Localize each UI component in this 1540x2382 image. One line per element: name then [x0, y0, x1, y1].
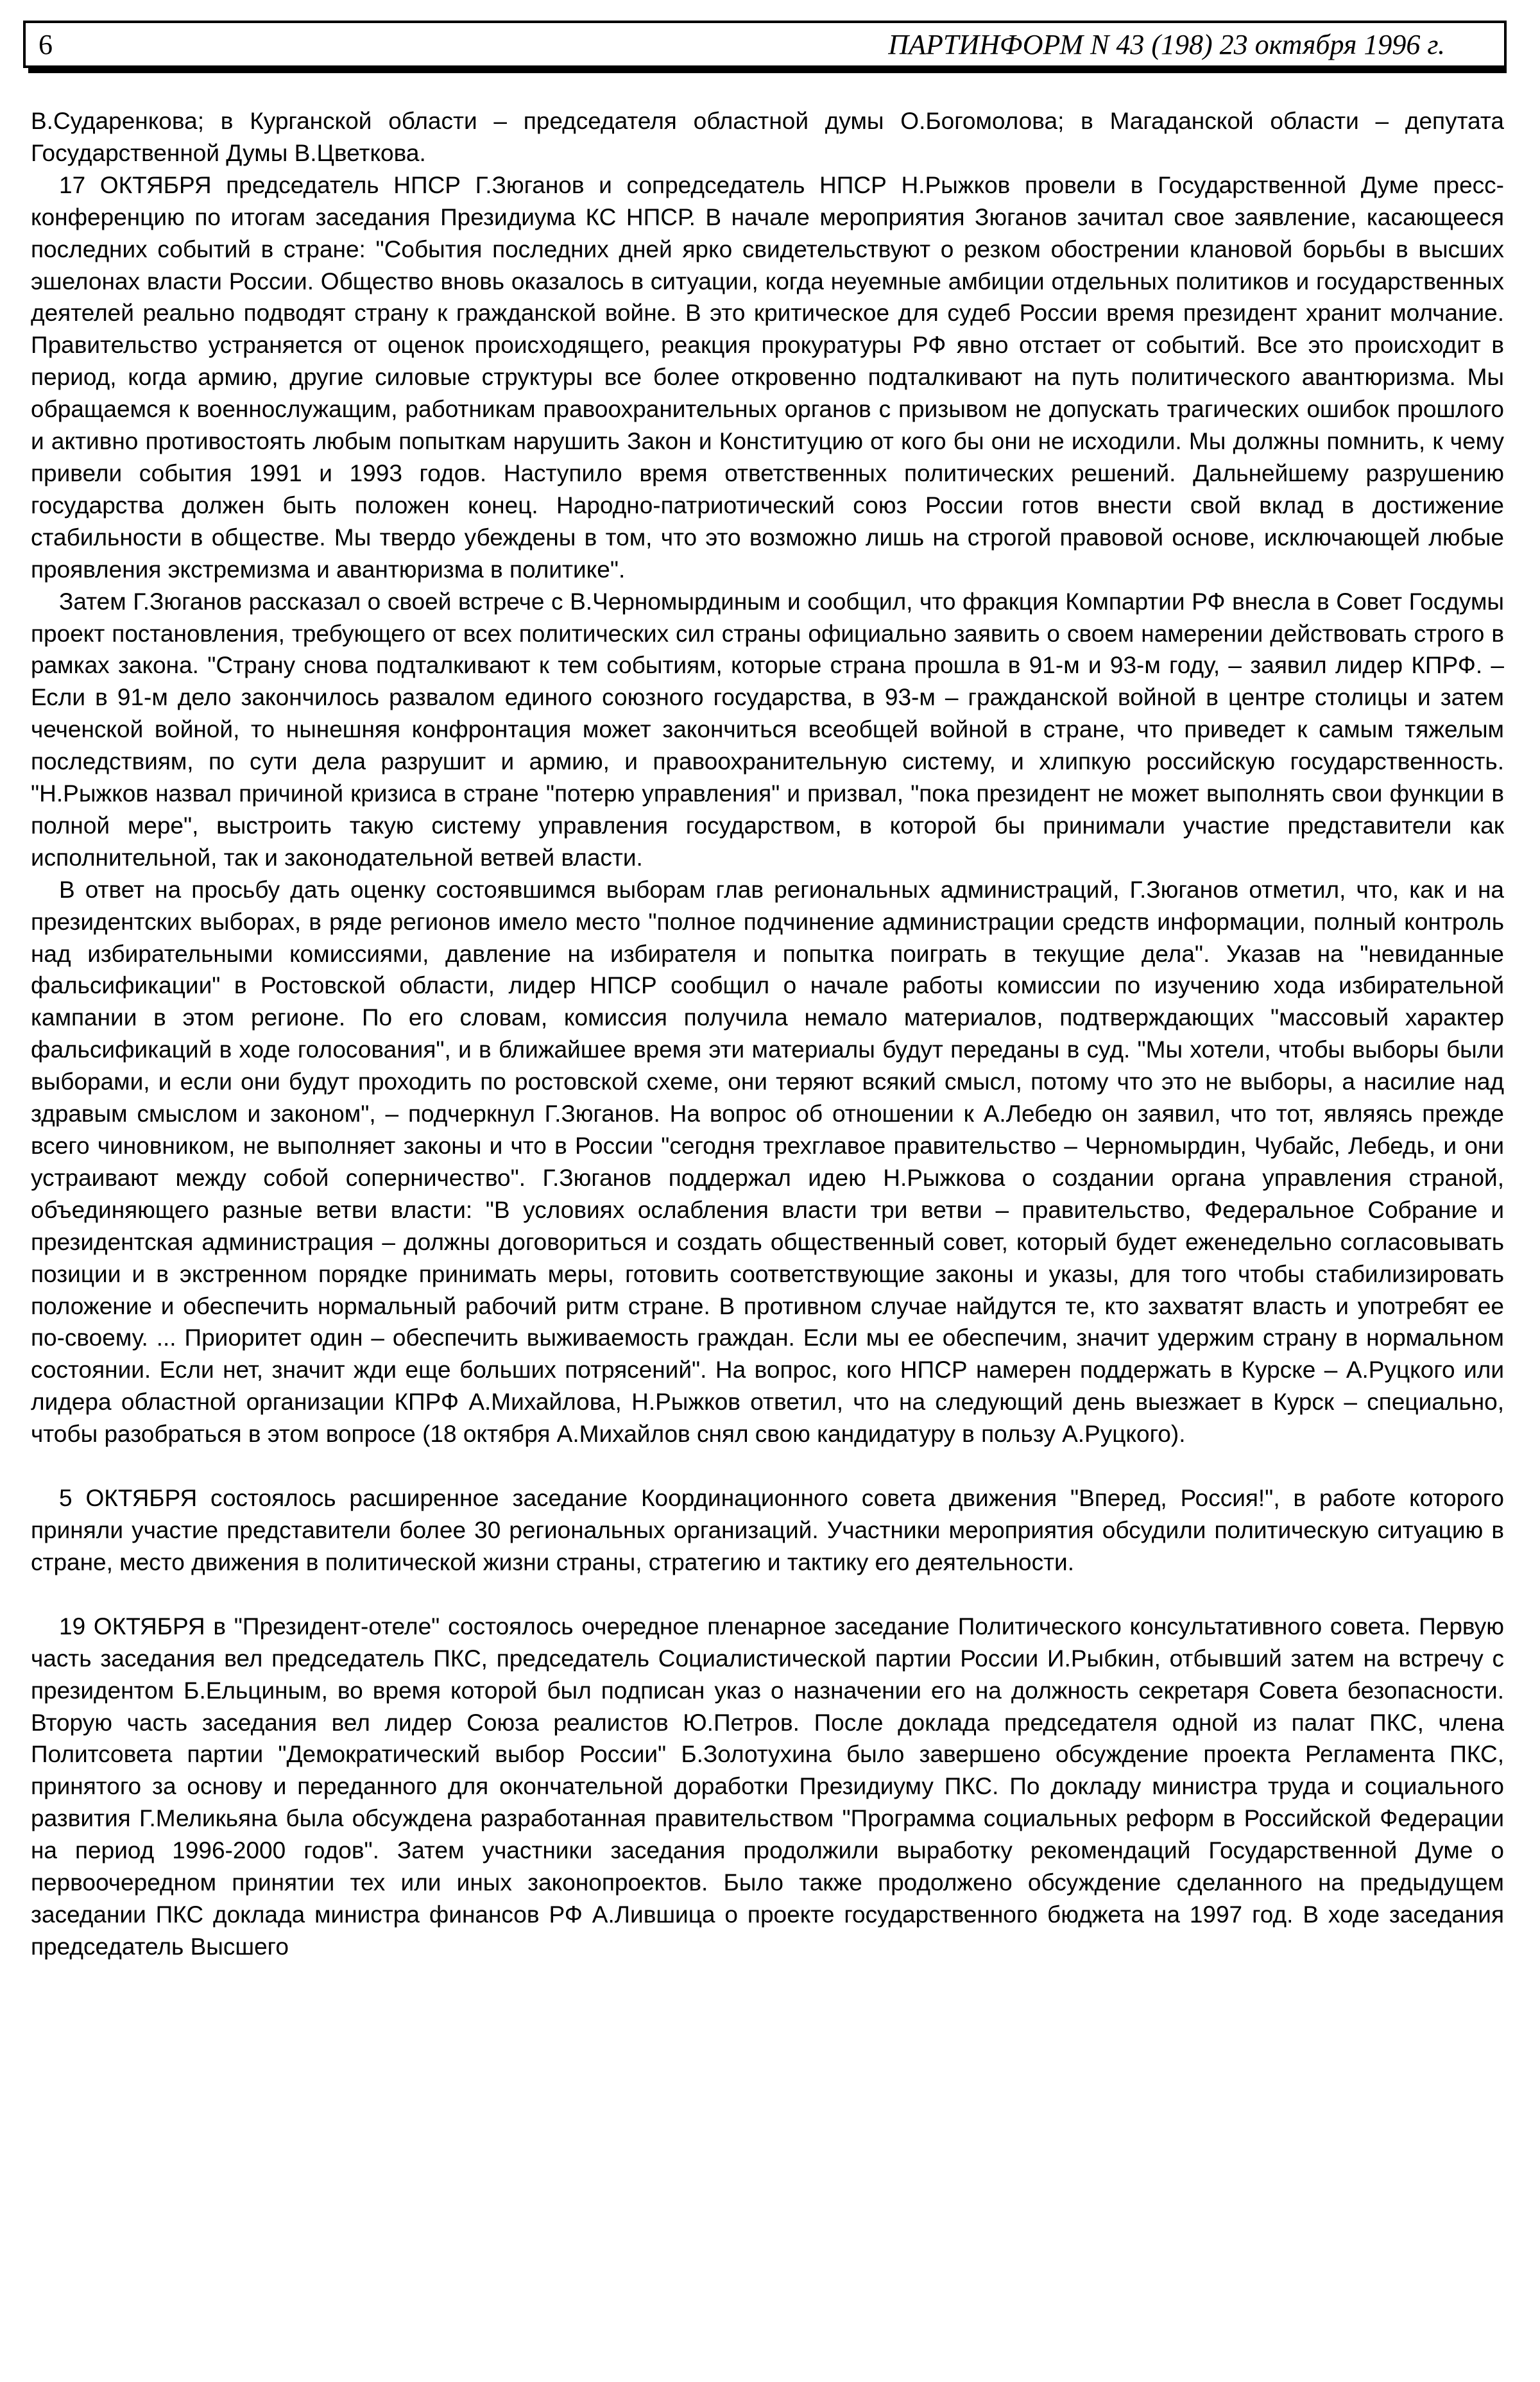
- article-body: [23, 105, 1507, 1963]
- document-page: [23, 21, 1507, 2356]
- paragraph: Затем Г.Зюганов рассказал о своей встрече с В.Черномырдиным и сообщил, что фракция Компартии РФ внесла в Совет Госдумы проект постановления, требующего от всех политических сил страны официально заявить о своем намерении действовать строго в рамках закона. "Страну снова подталкивают к тем событиям, которые страна прошла в 91-м и 93-м году, – заявил лидер КПРФ. – Если в 91-м дело закончилось развалом единого союзного государства, в 93-м – гражданской войной в центре столицы и затем чеченской войной, то нынешняя конфронтация может закончиться всеобщей войной в стране, что приведет к самым тяжелым последствиям, по сути дела разрушит и армию, и правоохранительную систему, и хлипкую российскую государственность. "Н.Рыжков назвал причиной кризиса в стране "потерю управления" и призвал, "пока президент не может выполнять свои функции в полной мере", выстроить такую систему управления государством, в которой бы принимали участие представители как исполнительной, так и законодательной ветвей власти.: [31, 588, 1504, 871]
- paragraph: 17 ОКТЯБРЯ председатель НПСР Г.Зюганов и сопредседатель НПСР Н.Рыжков провели в Государственной Думе пресс-конференцию по итогам заседания Президиума КС НПСР. В начале мероприятия Зюганов зачитал свое заявление, касающееся последних событий в стране: "События последних дней ярко свидетельствуют о резком обострении клановой борьбы в высших эшелонах власти России. Общество вновь оказалось в ситуации, когда неуемные амбиции отдельных политиков и государственных деятелей реально подводят страну к гражданской войне. В это критическое для судеб России время президент хранит молчание. Правительство устраняется от оценок происходящего, реакция прокуратуры РФ явно отстает от событий. Все это происходит в период, когда армию, другие силовые структуры все более откровенно подталкивают на путь политического авантюризма. Мы обращаемся к военнослужащим, работникам правоохранительных органов с призывом не допускать трагических ошибок прошлого и активно противостоять любым попыткам нарушить Закон и Конституцию от кого бы они не исходили. Мы должны помнить, к чему привели события 1991 и 1993 годов. Наступило время ответственных политических решений. Дальнейшему разрушению государства должен быть положен конец. Народно-патриотический союз России готов внести свой вклад в достижение стабильности в обществе. Мы твердо убеждены в том, что это возможно лишь на строгой правовой основе, исключающей любые проявления экстремизма и авантюризма в политике".: [31, 171, 1504, 583]
- page-header: [23, 21, 1507, 68]
- paragraph: В.Сударенкова; в Курганской области – председателя областной думы О.Богомолова; в Магаданской области – депутата Государственной Думы В.Цветкова.: [31, 108, 1504, 166]
- paragraph: 19 ОКТЯБРЯ в "Президент-отеле" состоялось очередное пленарное заседание Политического консультативного совета. Первую часть заседания вел председатель ПКС, председатель Социалистической партии России И.Рыбкин, отбывший затем на встречу с президентом Б.Ельциным, во время которой был подписан указ о назначении его на должность секретаря Совета безопасности. Вторую часть заседания вел лидер Союза реалистов Ю.Петров. После доклада председателя одной из палат ПКС, члена Политсовета партии "Демократический выбор России" Б.Золотухина было завершено обсуждение проекта Регламента ПКС, принятого за основу и переданного для окончательной доработки Президиуму ПКС. По докладу министра труда и социального развития Г.Меликьяна была обсуждена разработанная правительством "Программа социальных реформ в Российской Федерации на период 1996-2000 годов". Затем участники заседания продолжили выработку рекомендаций Государственной Думе о первоочередном принятии тех или иных законопроектов. Было также продолжено обсуждение сделанного на предыдущем заседании ПКС доклада министра финансов РФ А.Лившица о проекте государственного бюджета на 1997 год. В ходе заседания председатель Высшего: [31, 1613, 1504, 1960]
- paragraph: В ответ на просьбу дать оценку состоявшимся выборам глав региональных администраций, Г.Зюганов отметил, что, как и на президентских выборах, в ряде регионов имело место "полное подчинение администрации средств информации, полный контроль над избирательными комиссиями, давление на избирателя и попытка поиграть в текущие дела". Указав на "невиданные фальсификации" в Ростовской области, лидер НПСР сообщил о начале работы комиссии по изучению хода избирательной кампании в этом регионе. По его словам, комиссия получила немало материалов, подтверждающих "массовый характер фальсификаций в ходе голосования", и в ближайшее время эти материалы будут переданы в суд. "Мы хотели, чтобы выборы были выборами, и если они будут проходить по ростовской схеме, они теряют всякий смысл, потому что это не выборы, а насилие над здравым смыслом и законом", – подчеркнул Г.Зюганов. На вопрос об отношении к А.Лебедю он заявил, что тот, являясь прежде всего чиновником, не выполняет законы и что в России "сегодня трехглавое правительство – Черномырдин, Чубайс, Лебедь, и они устраивают между собой соперничество". Г.Зюганов поддержал идею Н.Рыжкова о создании органа управления страной, объединяющего разные ветви власти: "В условиях ослабления власти три ветви – правительство, Федеральное Собрание и президентская администрация – должны договориться и создать общественный совет, который будет еженедельно согласовывать позиции и в экстренном порядке принимать меры, готовить соответствующие законы и указы, для того чтобы стабилизировать положение и обеспечить нормальный рабочий ритм стране. В противном случае найдутся те, кто захватят власть и употребят ее по-своему. ... Приоритет один – обеспечить выживаемость граждан. Если мы ее обеспечим, значит удержим страну в нормальном состоянии. Если нет, значит жди еще больших потрясений". На вопрос, кого НПСР намерен поддержать в Курске – А.Руцкого или лидера областной организации КПРФ А.Михайлова, Н.Рыжков ответил, что на следующий день выезжает в Курск – специально, чтобы разобраться в этом вопросе (18 октября А.Михайлов снял свою кандидатуру в пользу А.Руцкого).: [31, 876, 1504, 1448]
- page-number: 6: [38, 28, 53, 60]
- paragraph: 5 ОКТЯБРЯ состоялось расширенное заседание Координационного совета движения "Вперед, Россия!", в работе которого приняли участие представители более 30 региональных организаций. Участники мероприятия обсудили политическую ситуацию в стране, место движения в политической жизни страны, стратегию и тактику его деятельности.: [31, 1485, 1504, 1575]
- publication-title: ПАРТИНФОРМ N 43 (198) 23 октября 1996 г.: [888, 28, 1445, 60]
